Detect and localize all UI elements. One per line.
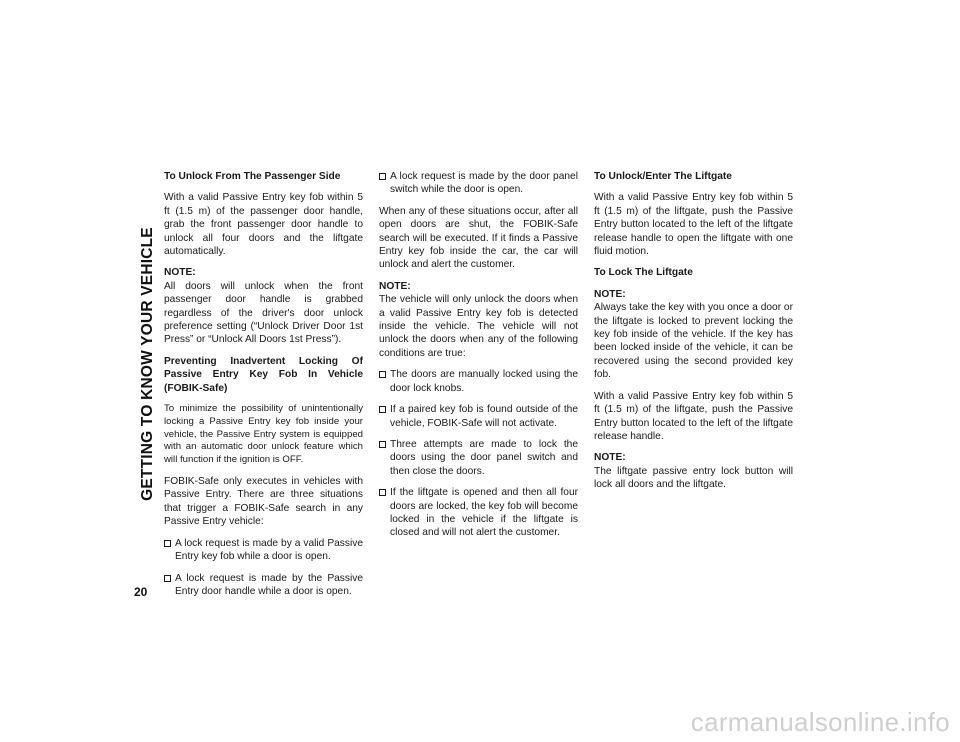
list-item: Three attempts are made to lock the doors using the door panel switch and then close the doors. xyxy=(379,438,578,478)
note-block xyxy=(594,288,793,382)
heading-fobik-safe: Preventing Inadvertent Locking Of Passive Entry Key Fob In Vehicle (FOBIK-Safe) xyxy=(164,355,363,394)
paragraph: When any of these situations occur, after all open doors are shut, the FOBIK-Safe search will be executed. If it finds a Passive Entry key fob inside the car, the car will unlock and alert the customer. xyxy=(379,205,578,271)
bullet-list xyxy=(379,170,578,197)
paragraph: With a valid Passive Entry key fob within 5 ft (1.5 m) of the liftgate, push the Passive Entry button located to the left of the liftgate release handle. xyxy=(594,390,793,442)
checkbox-bullet-icon xyxy=(379,406,386,413)
column-2 xyxy=(379,170,578,548)
note-label: NOTE: xyxy=(379,280,411,292)
heading-unlock-liftgate: To Unlock/Enter The Liftgate xyxy=(594,171,732,182)
paragraph: To minimize the possibility of unintentionally locking a Passive Entry key fob inside your vehicle, the Passive Entry system is equipped with an automatic door unlock feature which will function if the ignition is OFF. xyxy=(164,403,363,466)
checkbox-bullet-icon xyxy=(379,441,386,448)
list-item: A lock request is made by the door panel switch while the door is open. xyxy=(379,170,578,197)
list-item: A lock request is made by the Passive Entry door handle while a door is open. xyxy=(164,572,363,599)
section-title: GETTING TO KNOW YOUR VEHICLE xyxy=(139,227,156,501)
page-number: 20 xyxy=(134,585,148,599)
paragraph: With a valid Passive Entry key fob within 5 ft (1.5 m) of the passenger door handle, grab the front passenger door handle to unlock all four doors and the liftgate automatically. xyxy=(164,192,363,258)
note-text: The vehicle will only unlock the doors when a valid Passive Entry key fob is detected inside the vehicle. The vehicle will not unlock the doors when any of the following conditions are true: xyxy=(379,294,578,359)
note-label: NOTE: xyxy=(164,267,196,279)
note-text: Always take the key with you once a door or the liftgate is locked to prevent locking the key fob inside of the vehicle. If the key has been locked inside of the vehicle, it can be recovered using the second provided key fob. xyxy=(594,302,793,381)
list-item: If a paired key fob is found outside of the vehicle, FOBIK-Safe will not activate. xyxy=(379,403,578,430)
note-block xyxy=(164,266,363,346)
watermark: carmanualsonline.info xyxy=(690,707,950,737)
note-block xyxy=(594,451,793,491)
note-block xyxy=(379,280,578,360)
heading-unlock-passenger-side: To Unlock From The Passenger Side xyxy=(164,171,341,182)
heading-lock-liftgate: To Lock The Liftgate xyxy=(594,267,693,279)
list-item: A lock request is made by a valid Passive Entry key fob while a door is open. xyxy=(164,537,363,564)
checkbox-bullet-icon xyxy=(379,489,386,496)
checkbox-bullet-icon xyxy=(164,575,171,582)
paragraph: FOBIK-Safe only executes in vehicles with Passive Entry. There are three situations that trigger a FOBIK-Safe search in any Passive Entry vehicle: xyxy=(164,476,363,528)
checkbox-bullet-icon xyxy=(164,540,171,547)
note-text: All doors will unlock when the front passenger door handle is grabbed regardless of the driver's door unlock preference setting (“Unlock Driver Door 1st Press” or “Unlock All Doors 1st Press”). xyxy=(164,280,363,346)
checkbox-bullet-icon xyxy=(379,173,386,180)
checkbox-bullet-icon xyxy=(379,371,386,378)
bullet-list xyxy=(164,537,363,599)
note-text: The liftgate passive entry lock button will lock all doors and the liftgate. xyxy=(594,465,793,491)
note-label: NOTE: xyxy=(594,288,626,300)
column-3 xyxy=(594,170,793,500)
list-item: If the liftgate is opened and then all four doors are locked, the key fob will become locked in the vehicle if the liftgate is closed and will not alert the customer. xyxy=(379,486,578,540)
column-1 xyxy=(164,170,363,606)
bullet-list xyxy=(379,368,578,539)
note-label: NOTE: xyxy=(594,452,626,464)
list-item: The doors are manually locked using the door lock knobs. xyxy=(379,368,578,395)
paragraph: With a valid Passive Entry key fob within 5 ft (1.5 m) of the liftgate, push the Passive Entry button located to the left of the liftgate release handle to open the liftgate with one fluid motion. xyxy=(594,192,793,258)
section-side-tab xyxy=(138,168,158,560)
